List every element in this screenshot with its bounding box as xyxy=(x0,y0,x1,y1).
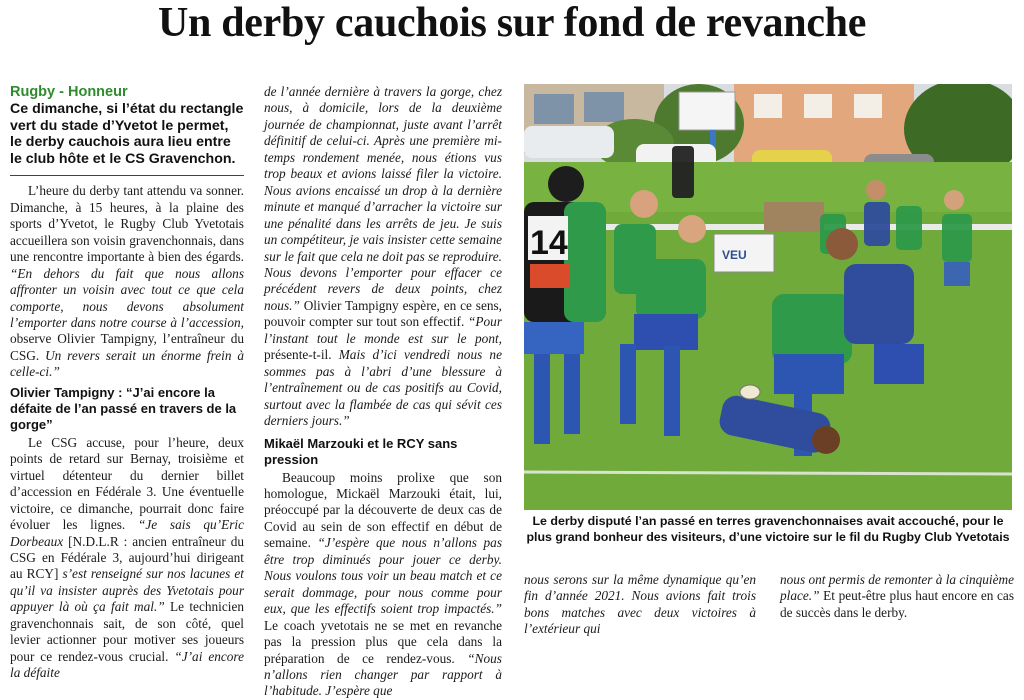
quote-text: “J’ai encore la défaite xyxy=(10,648,244,681)
body-text: Et peut-être plus haut encore en cas de succès dans le derby. xyxy=(780,588,1014,620)
body-paragraph xyxy=(780,572,1014,621)
quote-text: “Je sais qu’Eric Dorbeaux xyxy=(10,517,244,549)
photo-caption: Le derby disputé l’an passé en terres gravenchonnaises avait accouché, pour le plus grand bonheur des visiteurs, d’une victoire sur le fil du Rugby Club Yvetotais xyxy=(526,514,1010,544)
body-paragraph xyxy=(264,470,502,700)
article-column-3 xyxy=(524,572,756,638)
article-column-4 xyxy=(780,572,1014,621)
body-text: Olivier Tampigny espère, en ce sens, pouvoir compter sur tout son effectif. xyxy=(264,297,502,330)
body-text: Le coach yvetotais ne se met en revanche pas la pression plus que cela dans la préparation de ce rendez-vous. xyxy=(264,617,502,666)
rubric-label: Rugby - Honneur xyxy=(10,84,128,100)
quote-text: de l’année dernière à travers la gorge, chez nous, à domicile, lors de la deuxième journée de championnat, juste avant l’arrêt définitif de celui-ci. Après une première mi-temps rondement menée, nous étions vus trop beaux et avions laissé filer la victoire. Nous avions encaissé un drop à la dernière minute et manqué d’arracher la victoire sur une pénalité dans les arrêts de jeu. Je suis un compétiteur, je vais insister cette semaine sur le fait que cela ne doit pas se reproduire. Nous devons l’emporter pour effacer ce précédent revers de deux points, chez nous.” xyxy=(264,84,502,313)
body-text: [N.D.L.R : ancien entraîneur du CSG en Fédérale 3, aujourd’hui dirigeant au RCY] xyxy=(10,533,244,582)
quote-text: “Nous n’allons rien changer par rapport à l’habitude. J’espère que xyxy=(264,650,502,699)
article-headline: Un derby cauchois sur fond de revanche xyxy=(157,0,867,46)
body-paragraph: nous serons sur la même dynamique qu’en fin d’année 2021. Nous avions fait trois bons matches avec deux victoires à l’extérieur qui xyxy=(524,572,756,637)
body-text: L’heure du derby tant attendu va sonner. Dimanche, à 15 heures, à la plaine des sports d’Yvetot, le Rugby Club Yvetotais accueillera son voisin gravenchonnais, dans une rencontre importante à bien des égards. xyxy=(10,183,244,265)
body-text: observe Olivier Tampigny, l’entraîneur du CSG. xyxy=(10,331,244,363)
lead-divider xyxy=(10,175,244,176)
body-text: présente-t-il. xyxy=(264,347,339,363)
quote-text: “Pour l’instant tout le monde est sur le pont, xyxy=(264,314,502,346)
match-photo xyxy=(524,84,1012,510)
subheading: Mikaël Marzouki et le RCY sans pression xyxy=(264,435,458,467)
body-text: Le technicien gravenchonnais sait, de son côté, quel levier actionner pour motiver ses joueurs pour ce rendez-vous crucial. xyxy=(10,599,244,664)
article-lead: Ce dimanche, si l’état du rectangle vert du stade d’Yvetot le permet, le derby cauchois aura lieu entre le club hôte et le CS Gravenchon. xyxy=(10,101,244,167)
quote-text: Un revers serait un énorme frein à celle-ci.” xyxy=(10,347,244,380)
body-paragraph xyxy=(264,84,502,430)
body-paragraph xyxy=(10,435,244,682)
body-text: Le CSG accuse, pour l’heure, deux points de retard sur Bernay, troisième et virtuel détenteur du dernier billet d’accession en Fédérale 3. Une éventuelle victoire, ce dimanche, pourrait donc faire évoluer les lignes. xyxy=(10,434,244,533)
body-paragraph xyxy=(10,183,244,380)
quote-text: s’est renseigné sur nos lacunes et qu’il va insister auprès des Yvetotais pour appuyer là où ça fait mal.” xyxy=(10,566,244,615)
article-column-1 xyxy=(10,84,244,682)
quote-text: Mais d’ici vendredi nous ne sommes pas à l’abri d’une blessure à l’entraînement ou de cas positifs au Covid, surtout avec la flambée de cas qui sévit ces derniers jours.” xyxy=(264,347,502,429)
ad-board-text: VEU xyxy=(722,248,747,262)
jersey-number: 14 xyxy=(530,224,568,262)
quote-text: nous ont permis de remonter à la cinquième place.” xyxy=(780,572,1015,604)
quote-text: “J’espère que nous n’allons pas être trop diminués pour jouer ce derby. Nous voulons tous voir un beau match et ce serait dommage, pour nous comme pour eux, que les effectifs soient trop impactés.” xyxy=(264,535,502,617)
subheading: Olivier Tampigny : “J’ai encore la défaite de l’an passé en travers de la gorge” xyxy=(10,384,237,432)
article-column-2 xyxy=(264,84,502,700)
body-text: Beaucoup moins prolixe que son homologue, Mickaël Marzouki était, lui, préoccupé par la découverte de deux cas de Covid au sein de son effectif en début de semaine. xyxy=(264,469,502,551)
quote-text: “En dehors du fait que nous allons affronter un voisin avec tout ce que cela comporte, nous devons absolument l’emporter dans notre course à l’accession, xyxy=(10,265,244,330)
